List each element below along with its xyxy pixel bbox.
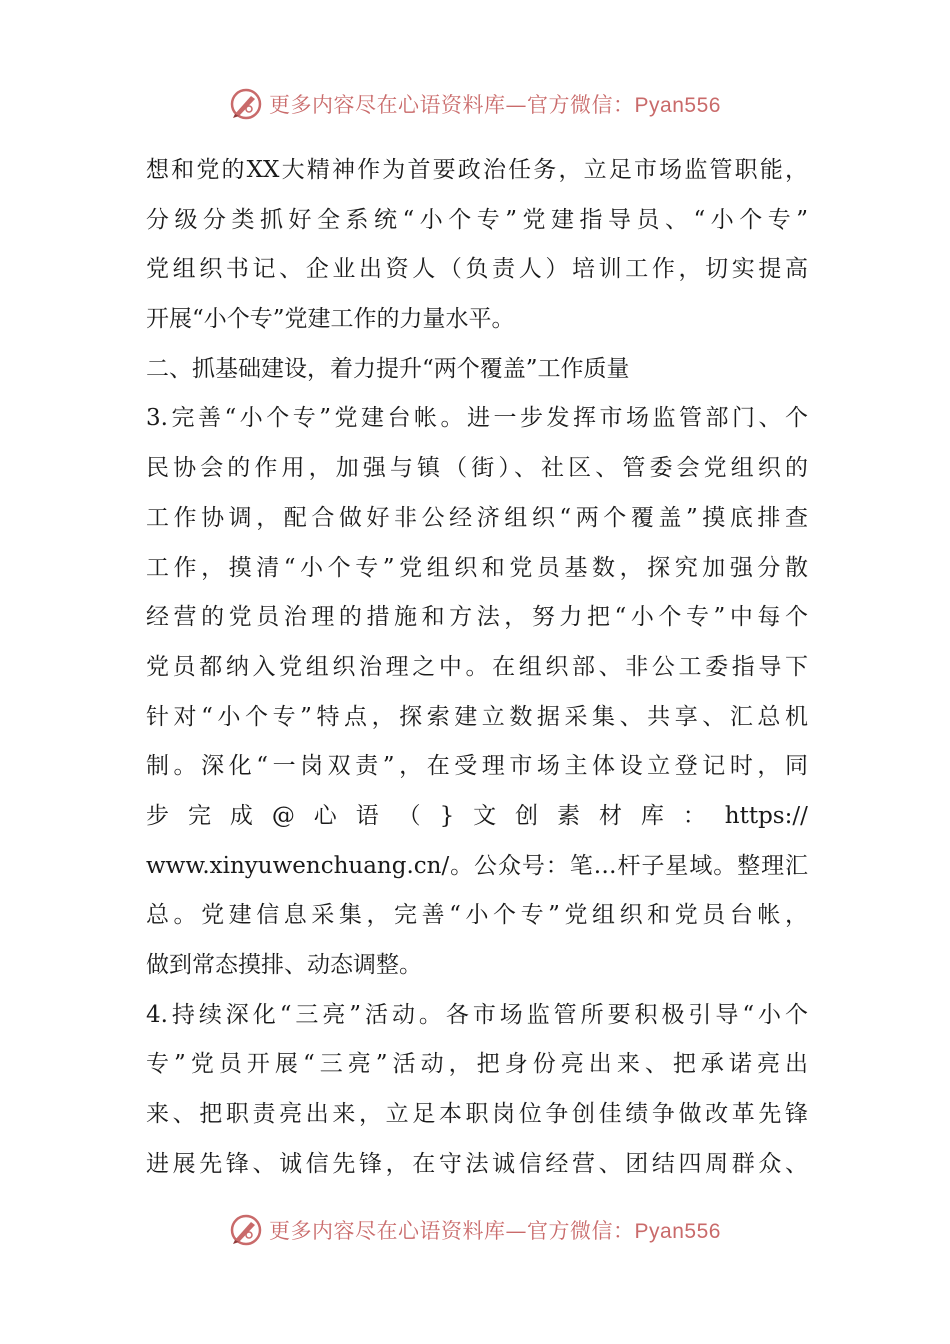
char: 成 [229, 802, 253, 829]
text-line: 分级分类抓好全系统“小个专”党建指导员、“小个专” [146, 206, 808, 233]
text-line: 总。党建信息采集，完善“小个专”党组织和党员台帐， [146, 902, 808, 929]
text-line: 工作，摸清“小个专”党组织和党员基数，探究加强分散 [146, 554, 808, 581]
text-line: 来、把职责亮出来，立足本职岗位争创佳绩争做改革先锋 [146, 1101, 808, 1128]
text-line: 党组织书记、企业出资人（负责人）培训工作，切实提高 [146, 256, 808, 283]
text-line: 民协会的作用，加强与镇（街）、社区、管委会党组织的 [146, 455, 808, 482]
text-line: 4.持续深化“三亮”活动。各市场监管所要积极引导“小个 [146, 1001, 808, 1028]
text-line: 制。深化“一岗双责”，在受理市场主体设立登记时，同 [146, 753, 808, 780]
char: 语 [355, 802, 379, 829]
text-line: 3.完善“小个专”党建台帐。进一步发挥市场监管部门、个 [146, 405, 808, 432]
text-line: 党员都纳入党组织治理之中。在组织部、非公工委指导下 [146, 653, 808, 680]
char: 心 [313, 802, 337, 829]
text-line: 做到常态摸排、动态调整。 [146, 952, 422, 978]
spread-text-line [146, 792, 808, 842]
text-line: 进展先锋、诚信先锋，在守法诚信经营、团结四周群众、 [146, 1150, 808, 1177]
text-line: 工作协调，配合做好非公经济组织“两个覆盖”摸底排查 [146, 504, 808, 531]
text-line: 专”党员开展“三亮”活动，把身份亮出来、把承诺亮出 [146, 1051, 808, 1078]
text-line: 想和党的XX大精神作为首要政治任务，立足市场监管职能， [146, 157, 808, 183]
char: } [439, 802, 455, 829]
text-line: 开展“小个专”党建工作的力量水平。 [146, 306, 515, 333]
text-line: 针对“小个专”特点，探索建立数据采集、共享、汇总机 [146, 703, 808, 730]
section-heading: 二、抓基础建设，着力提升“两个覆盖”工作质量 [146, 355, 630, 382]
text-line: www.xinyuwenchuang.cn/。公众号：笔…杆子星域。整理汇 [146, 852, 808, 879]
watermark-text: 更多内容尽在心语资料库—官方微信：Pyan556 [269, 93, 721, 117]
text-line: 经营的党员治理的措施和方法，努力把“小个专”中每个 [146, 604, 808, 631]
char: 文 [473, 802, 497, 829]
watermark-text: 更多内容尽在心语资料库—官方微信：Pyan556 [269, 1219, 721, 1243]
pen-logo-icon [229, 1213, 263, 1247]
pen-logo-icon [229, 87, 263, 121]
char: 完 [187, 802, 211, 829]
char: 创 [515, 802, 539, 829]
char: （ [397, 802, 421, 829]
char: @ [271, 802, 295, 829]
header-watermark [0, 84, 950, 124]
char: 材 [598, 802, 622, 829]
char: 步 [146, 802, 169, 829]
url-fragment: https:// [724, 802, 808, 829]
char: ： [682, 802, 706, 829]
char: 素 [557, 802, 581, 829]
document-body [146, 146, 808, 1189]
footer-watermark [0, 1210, 950, 1250]
char: 库 [640, 802, 664, 829]
